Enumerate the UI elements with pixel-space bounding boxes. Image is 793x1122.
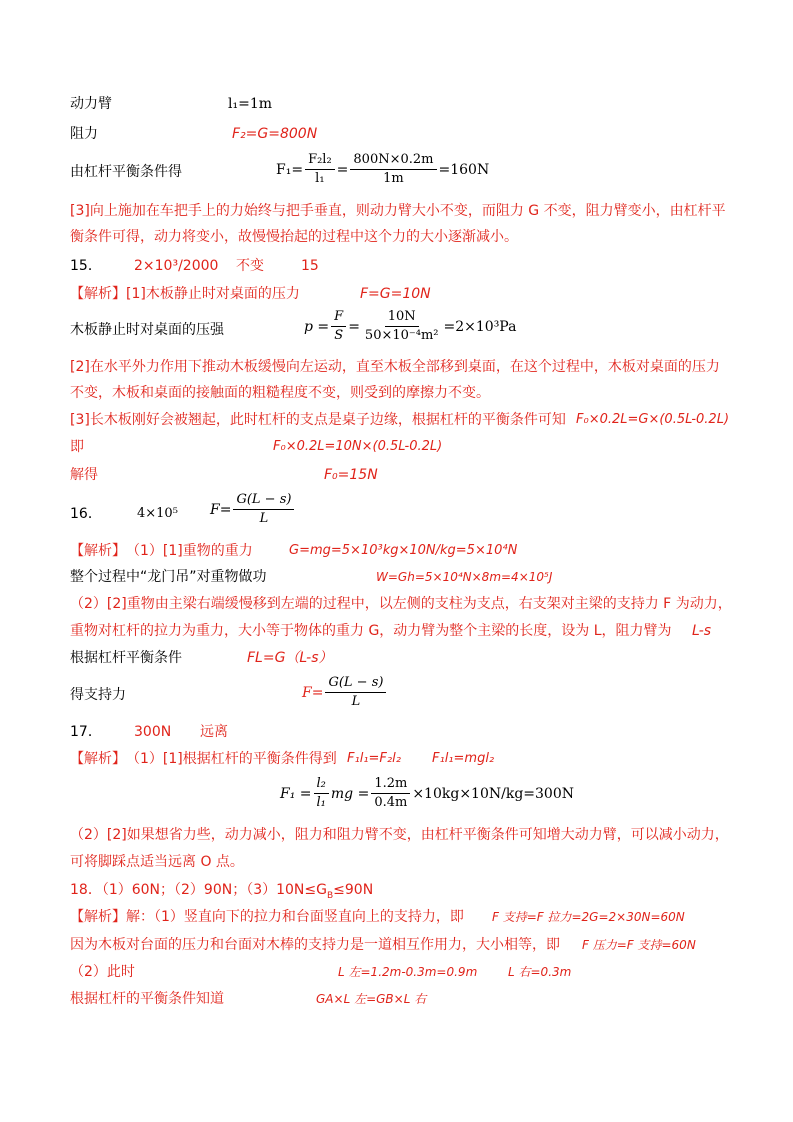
fraction-f-s: [331, 309, 346, 344]
fraction-numerator: F₂l₂: [305, 152, 335, 170]
eq-lhs: F₁=: [276, 161, 304, 178]
answer-1: 2×10³/2000: [134, 258, 219, 274]
paragraph-line: （2）[2]重物由主梁右端缓慢移到左端的过程中，以左侧的支柱为支点，右支架对主梁的支持力 F 为动力，: [70, 596, 732, 612]
fraction-numerator: 800N×0.2m: [350, 152, 436, 170]
paragraph-line: （1）[1]重物的重力: [126, 543, 253, 559]
eq-rhs: =160N: [438, 161, 490, 178]
pressure-equation: [304, 309, 516, 344]
paragraph-line: [3]长木板刚好会被翘起，此时杠杆的支点是桌子边缘，根据杠杆的平衡条件可知: [70, 412, 566, 428]
resistance-label: 阻力: [70, 126, 98, 142]
fraction-numerator: 1.2m: [371, 776, 410, 794]
equation: F₀×0.2L=G×(0.5L-0.2L): [576, 412, 730, 427]
fraction: [233, 492, 294, 527]
paragraph-line: [3]向上施加在车把手上的力始终与把手垂直，则动力臂大小不变，而阻力 G 不变，阻力臂变小，由杠杆平: [70, 203, 726, 219]
power-arm-label: 动力臂: [70, 96, 112, 112]
paragraph-line: 衡条件可得，动力将变小，故慢慢抬起的过程中这个力的大小逐渐减小。: [70, 229, 518, 245]
paragraph-line: 解得: [70, 467, 98, 483]
fraction-denominator: l₁: [315, 171, 325, 186]
question-number: 17．: [70, 724, 102, 740]
equation: F 支持=F 拉力=2G=2×30N=60N: [492, 910, 685, 924]
resistance-value: F₂=G=800N: [232, 126, 318, 142]
fraction-l2-l1: [314, 776, 329, 811]
fraction-denominator: S: [334, 328, 344, 343]
paragraph-line: 得支持力: [70, 687, 126, 703]
answer-subscript: B: [326, 890, 334, 901]
eq-lhs: F=: [302, 684, 324, 701]
fraction-denominator: 0.4m: [374, 795, 408, 810]
force-equation: [280, 776, 574, 811]
lever-condition-label: 由杠杆平衡条件得: [70, 164, 182, 180]
equation: F₀×0.2L=10N×(0.5L-0.2L): [273, 439, 443, 454]
paragraph-line: 即: [70, 439, 84, 455]
answer-text: 18．（1）60N；（2）90N；（3）10N≤G: [70, 882, 327, 898]
paragraph-line: [2]在水平外力作用下推动木板缓慢向左运动，直至木板全部移到桌面，在这个过程中，木板对桌面的压力: [70, 359, 720, 375]
paragraph-line: 木板静止时对桌面的压强: [70, 322, 224, 338]
fraction-numerator: 10N: [385, 309, 419, 327]
paragraph-line: 因为木板对台面的压力和台面对木棒的支持力是一道相互作用力，大小相等，即: [70, 937, 560, 953]
paragraph-line: 整个过程中“龙门吊”对重物做功: [70, 569, 267, 585]
answer-2-formula: [210, 492, 296, 527]
equation: F₀=15N: [324, 467, 378, 483]
fraction-numerator: G(L − s): [233, 492, 294, 510]
equation: FL=G（L-s）: [247, 650, 333, 666]
analysis-tag: 【解析】: [70, 543, 126, 559]
fraction-denominator: l₁: [316, 795, 326, 810]
paragraph-line: 解：（1）竖直向下的拉力和台面竖直向上的支持力，即: [126, 909, 464, 925]
eq-rhs: ×10kg×10N/kg=300N: [412, 785, 574, 802]
equation: F 压力=F 支持=60N: [582, 938, 696, 952]
equation: F=G=10N: [360, 286, 431, 302]
paragraph-line: 可将脚踩点适当远离 O 点。: [70, 854, 244, 870]
fraction-numerator: l₂: [314, 776, 329, 794]
answer-2: 远离: [200, 724, 228, 740]
paragraph-line: [1]木板静止时对桌面的压力: [126, 286, 300, 302]
equation: GA×L 左=GB×L 右: [316, 992, 427, 1006]
question-18-answers: [70, 881, 373, 905]
eq-rhs: =2×10³Pa: [443, 318, 517, 335]
question-number: 16．: [70, 506, 102, 522]
paragraph-line: 根据杠杆平衡条件: [70, 650, 182, 666]
paragraph-line: （2）此时: [70, 964, 135, 980]
power-arm-value: l₁=1m: [228, 96, 273, 112]
eq-lhs: p =: [304, 318, 330, 335]
paragraph-line: （1）[1]根据杠杆的平衡条件得到: [126, 751, 337, 767]
answer-3: 15: [301, 258, 319, 274]
answer-tail: ≤90N: [333, 882, 374, 898]
analysis-tag: 【解析】: [70, 751, 126, 767]
analysis-tag: 【解析】: [70, 286, 126, 302]
analysis-tag: 【解析】: [70, 909, 126, 925]
paragraph-line: 不变，木板和桌面的接触面的粗糙程度不变，则受到的摩擦力不变。: [70, 385, 490, 401]
paragraph-line: 根据杠杆的平衡条件知道: [70, 991, 224, 1007]
paragraph-line: （2）[2]如果想省力些，动力减小，阻力和阻力臂不变，由杠杆平衡条件可知增大动力臂，可以减小动力，: [70, 827, 729, 843]
support-force-formula: [302, 675, 388, 710]
fraction: [325, 675, 386, 710]
fraction-numerator: G(L − s): [325, 675, 386, 693]
eq-mid: =: [348, 318, 360, 335]
eq-lhs: F=: [210, 501, 232, 518]
eq-lhs: F₁ =: [280, 785, 312, 802]
fraction-denominator: L: [351, 694, 361, 709]
equation: F₁l₁=mgl₂: [432, 751, 495, 766]
equation: F₁l₁=F₂l₂: [347, 751, 401, 766]
fraction-values: [362, 309, 442, 344]
answer-1: 4×10⁵: [137, 506, 178, 521]
answer-2: 不变: [236, 258, 264, 274]
answer-1: 300N: [134, 724, 172, 740]
question-number: 15．: [70, 258, 102, 274]
equation: G=mg=5×10³kg×10N/kg=5×10⁴N: [289, 543, 518, 558]
fraction-f2l2-l1: [305, 152, 335, 187]
lever-equation: [276, 152, 489, 187]
equation: L-s: [692, 623, 712, 639]
equation: L 左=1.2m-0.3m=0.9m: [338, 965, 478, 979]
fraction-denominator: 1m: [383, 171, 404, 186]
fraction-numerator: F: [331, 309, 346, 327]
eq-mid: mg =: [330, 785, 370, 802]
equation: W=Gh=5×10⁴N×8m=4×10⁵J: [376, 570, 553, 584]
fraction-denominator: L: [259, 511, 269, 526]
fraction-denominator: 50×10⁻⁴m²: [364, 328, 439, 343]
eq-mid: =: [336, 161, 349, 178]
paragraph-line: 重物对杠杆的拉力为重力，大小等于物体的重力 G，动力臂为整个主梁的长度，设为 L，阻力臂为: [70, 623, 672, 639]
equation: L 右=0.3m: [508, 965, 572, 979]
fraction-values: [350, 152, 436, 187]
fraction-values: [371, 776, 410, 811]
